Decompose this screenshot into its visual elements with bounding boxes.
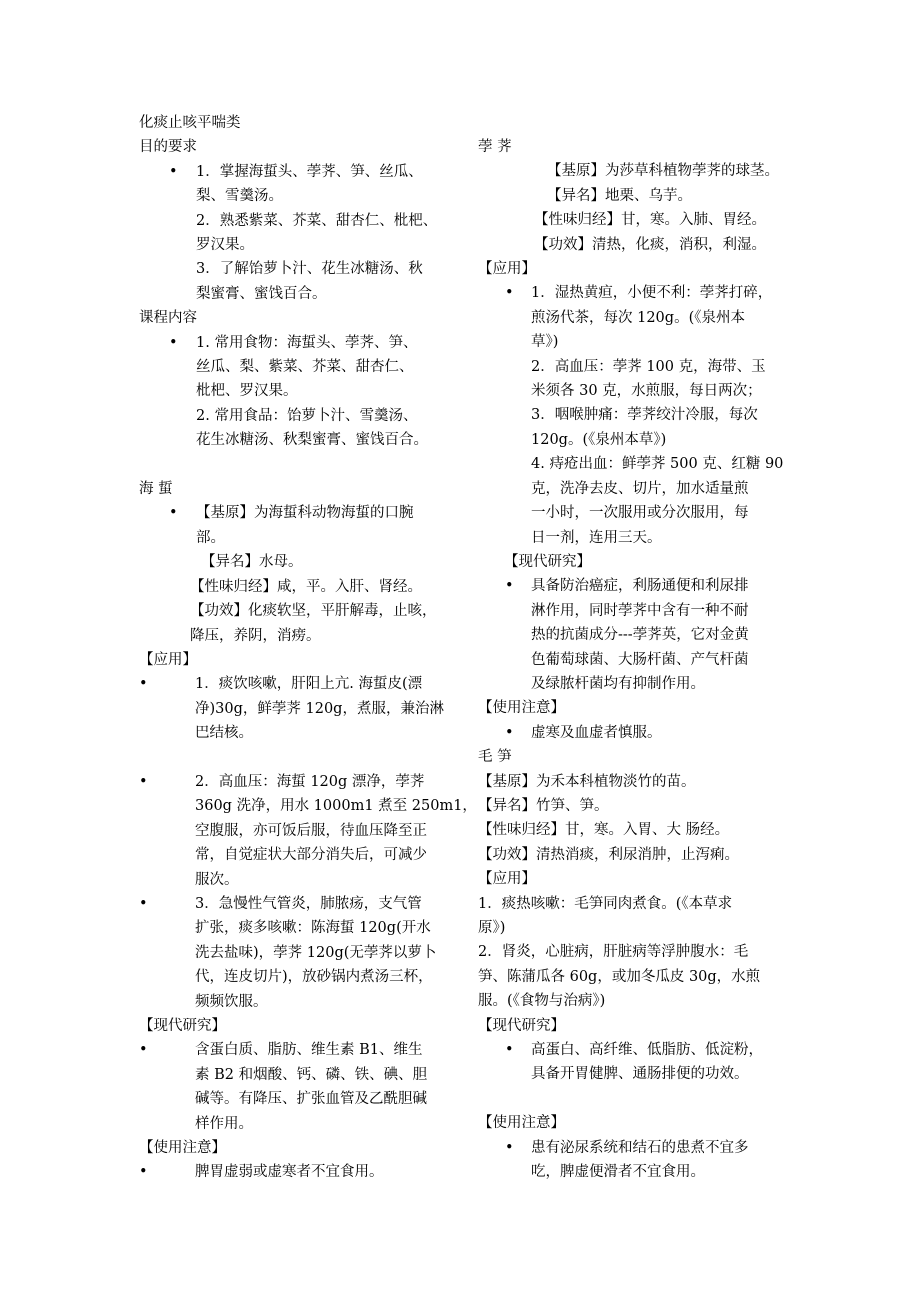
- text-line: 常，自觉症状大部分消失后，可减少: [195, 847, 427, 864]
- text-line: 120g。(《泉州本草》): [531, 431, 667, 448]
- haizhe-gongxiao: [139, 599, 459, 648]
- list-item: [478, 721, 798, 745]
- text-line: 色葡萄球菌、大肠杆菌、产气杆菌: [531, 651, 749, 668]
- text-line: 巴结核。: [195, 725, 253, 742]
- haizhe-jiyuan: [139, 501, 459, 550]
- text-line: 热的抗菌成分---荸荠英，它对金黄: [531, 627, 749, 644]
- list-item: [478, 1136, 798, 1185]
- list-item: [139, 404, 459, 453]
- text-line: 虚寒及血虚者慎服。: [531, 724, 662, 741]
- bullet-icon: •: [169, 505, 178, 522]
- text-line: 草》): [531, 334, 559, 351]
- list-item: [478, 452, 798, 550]
- text-line: 服次。: [195, 871, 239, 888]
- left-column: [139, 111, 477, 1185]
- text-line: 2. 常用食品：饴萝卜汁、雪羹汤、: [196, 407, 418, 424]
- maosun-jiyuan: 【基原】为禾本科植物淡竹的苗。: [478, 773, 696, 790]
- biqi-jiyuan: 【基原】为莎草科植物荸荠的球茎。: [547, 163, 779, 180]
- biqi-yanjiu-heading: 【现代研究】: [504, 553, 591, 570]
- maosun-yingyong-heading: 【应用】: [478, 871, 536, 888]
- text-line: 煎汤代茶，每次 120g。(《泉州本: [531, 309, 745, 326]
- text-line: 净)30g，鲜荸荠 120g，煮服，兼治淋: [195, 700, 444, 717]
- text-line: 梨、雪羹汤。: [196, 188, 283, 205]
- text-line: 2．高血压：荸荠 100 克，海带、玉: [531, 358, 766, 375]
- content-list: [139, 331, 459, 453]
- food-name-maosun: 毛 笋: [478, 749, 512, 766]
- list-item: [139, 209, 459, 258]
- text-line: 4. 痔疮出血：鲜荸荠 500 克、红糖 90: [531, 456, 784, 473]
- right-column: [478, 135, 798, 1184]
- biqi-yiming: 【异名】地栗、乌芋。: [547, 187, 692, 204]
- haizhe-yingyong-heading: 【应用】: [139, 651, 197, 668]
- text-line: 罗汉果。: [196, 237, 254, 254]
- text-line: 3．咽喉肿痛：荸荠绞汁冷服，每次: [531, 407, 758, 424]
- list-item: [478, 1038, 798, 1087]
- text-line: 患有泌尿系统和结石的患煮不宜多: [531, 1139, 749, 1156]
- text-line: 含蛋白质、脂肪、维生素 B1、维生: [195, 1042, 423, 1059]
- list-item: [139, 1160, 459, 1184]
- text-line: 笋、陈蒲瓜各 60g，或加冬瓜皮 30g，水煎: [478, 968, 761, 985]
- bullet-icon: •: [139, 676, 148, 693]
- text-line: 及绿脓杆菌均有抑制作用。: [531, 675, 705, 692]
- bullet-icon: •: [505, 724, 514, 741]
- text-line: 1．湿热黄疸，小便不利：荸荠打碎，: [531, 285, 773, 302]
- bullet-icon: •: [505, 578, 514, 595]
- text-line: 克，洗净去皮、切片，加水适量煎: [531, 480, 749, 497]
- maosun-yanjiu-heading: 【现代研究】: [478, 1017, 565, 1034]
- biqi-gongxiao: 【功效】清热，化痰，消积，利湿。: [534, 236, 766, 253]
- biqi-zhuyi-heading: 【使用注意】: [478, 700, 565, 717]
- objectives-list: [139, 160, 459, 306]
- content-heading: 课程内容: [139, 310, 197, 327]
- text-line: 1．痰热咳嗽：毛笋同肉煮食。(《本草求: [478, 895, 733, 912]
- text-line: 1．掌握海蜇头、荸荠、笋、丝瓜、: [196, 163, 423, 180]
- biqi-yingyong-heading: 【应用】: [478, 261, 536, 278]
- bullet-icon: •: [139, 1042, 148, 1059]
- list-item: [139, 672, 459, 745]
- text-line: 1. 常用食物：海蜇头、荸荠、笋、: [196, 334, 418, 351]
- section-title: 化痰止咳平喘类: [139, 115, 241, 131]
- biqi-xingwei: 【性味归经】甘，寒。入肺、胃经。: [534, 212, 766, 229]
- text-line: 服。(《食物与治病》): [478, 993, 606, 1010]
- text-line: 素 B2 和烟酸、钙、磷、铁、碘、胆: [195, 1066, 428, 1083]
- list-item: [139, 892, 459, 1014]
- text-line: 1．痰饮咳嗽，肝阳上亢. 海蜇皮(漂: [195, 676, 423, 693]
- food-name-biqi: 荸 荠: [478, 139, 512, 155]
- text-line: 2．高血压：海蜇 120g 漂净，荸荠: [195, 773, 425, 790]
- text-line: 部。: [196, 529, 225, 546]
- list-item: [478, 281, 798, 354]
- text-line: 频频饮服。: [195, 993, 268, 1010]
- text-line: 3．急慢性气管炎，肺脓疡，支气管: [195, 895, 422, 912]
- text-line: 360g 洗净，用水 1000m1 煮至 250m1，: [195, 798, 477, 815]
- text-line: 淋作用，同时荸荠中含有一种不耐: [531, 602, 749, 619]
- text-line: 2．肾炎，心脏病，肝脏病等浮肿腹水：毛: [478, 944, 749, 961]
- text-line: 代，连皮切片)，放砂锅内煮汤三杯，: [195, 969, 433, 986]
- maosun-gongxiao: 【功效】清热消痰，利尿消肿，止泻痢。: [478, 846, 739, 863]
- maosun-yiming: 【异名】竹笋、笋。: [478, 797, 609, 814]
- list-item: [139, 160, 459, 209]
- list-item: [139, 1038, 459, 1136]
- bullet-icon: •: [169, 163, 178, 180]
- text-line: 花生冰糖汤、秋梨蜜膏、蜜饯百合。: [196, 432, 428, 449]
- text-line: 吃，脾虚便滑者不宜食用。: [531, 1164, 705, 1181]
- text-line: 梨蜜膏、蜜饯百合。: [196, 285, 327, 302]
- text-line: 一小时，一次服用或分次服用，每: [531, 505, 749, 522]
- list-item: [478, 355, 798, 404]
- text-line: 米须各 30 克，水煎服，每日两次；: [531, 383, 762, 400]
- text-line: 枇杷、罗汉果。: [196, 383, 298, 400]
- bullet-icon: •: [169, 334, 178, 351]
- list-item: [139, 770, 477, 892]
- text-line: 高蛋白、高纤维、低脂肪、低淀粉，: [531, 1042, 763, 1059]
- bullet-icon: •: [139, 773, 148, 790]
- text-line: 降压，养阴，消痨。: [190, 627, 321, 644]
- text-line: 样作用。: [195, 1115, 253, 1132]
- text-line: 3．了解饴萝卜汁、花生冰糖汤、秋: [196, 261, 423, 278]
- maosun-zhuyi-heading: 【使用注意】: [478, 1115, 565, 1132]
- text-line: 扩张，痰多咳嗽：陈海蜇 120g(开水: [195, 920, 431, 937]
- text-line: 具备防治癌症，利肠通便和利尿排: [531, 578, 749, 595]
- maosun-xingwei: 【性味归经】甘，寒。入胃、大 肠经。: [478, 822, 730, 839]
- haizhe-xingwei: 【性味归经】咸，平。入肝、肾经。: [190, 578, 422, 595]
- objectives-heading: 目的要求: [139, 139, 197, 156]
- text-line: 洗去盐味)，荸荠 120g(无荸荠以萝卜: [195, 944, 437, 961]
- haizhe-yiming: 【异名】水母。: [201, 554, 303, 571]
- list-item: [139, 257, 459, 306]
- list-item: [478, 892, 798, 941]
- bullet-icon: •: [505, 1042, 514, 1059]
- list-item: [478, 403, 798, 452]
- text-line: 丝瓜、梨、紫菜、芥菜、甜杏仁、: [196, 359, 414, 376]
- haizhe-zhuyi-heading: 【使用注意】: [139, 1140, 226, 1157]
- list-item: [478, 574, 798, 696]
- text-line: 脾胃虚弱或虚寒者不宜食用。: [195, 1164, 384, 1181]
- list-item: [478, 940, 798, 1013]
- text-line: 空腹服，亦可饭后服，待血压降至正: [195, 822, 427, 839]
- text-line: 【基原】为海蜇科动物海蜇的口腕: [196, 505, 414, 522]
- bullet-icon: •: [139, 1164, 148, 1181]
- haizhe-yanjiu-heading: 【现代研究】: [139, 1018, 226, 1034]
- food-name-haizhe: 海 蜇: [139, 481, 173, 498]
- text-line: 具备开胃健脾、通肠排便的功效。: [531, 1066, 749, 1083]
- text-line: 原》): [478, 920, 506, 936]
- text-line: 2．熟悉紫菜、芥菜、甜杏仁、枇杷、: [196, 212, 438, 229]
- bullet-icon: •: [139, 895, 148, 912]
- bullet-icon: •: [505, 1139, 514, 1156]
- bullet-icon: •: [505, 285, 514, 302]
- text-line: 碱等。有降压、扩张血管及乙酰胆碱: [195, 1091, 427, 1108]
- text-line: 日一剂，连用三天。: [531, 529, 662, 546]
- list-item: [139, 331, 459, 404]
- text-line: 【功效】化痰软坚，平肝解毒，止咳，: [190, 603, 437, 620]
